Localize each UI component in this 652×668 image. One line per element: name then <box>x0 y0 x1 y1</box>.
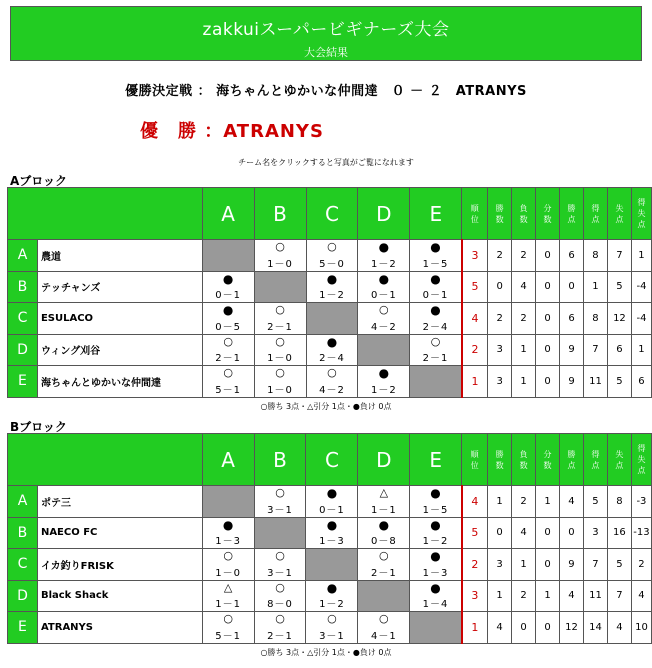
team-name-link[interactable]: ポテ三 <box>37 486 202 518</box>
match-result-cell <box>254 366 306 398</box>
column-header: C <box>306 434 358 486</box>
match-result-cell <box>202 303 254 335</box>
match-score: 8－0 <box>267 599 293 610</box>
column-header: E <box>410 434 462 486</box>
match-result-cell <box>202 366 254 398</box>
stat-header <box>488 188 512 240</box>
stat-header <box>536 188 560 240</box>
row-label: D <box>8 334 38 366</box>
draw-triangle-icon: △ <box>223 580 233 594</box>
rank-value: 2 <box>462 549 488 581</box>
team-name-link[interactable]: 農道 <box>37 240 202 272</box>
match-score: 2－1 <box>267 321 293 333</box>
stat-value: -4 <box>631 271 651 303</box>
match-score: 1－5 <box>422 504 449 516</box>
draw-triangle-icon: △ <box>379 486 389 499</box>
rank-value: 4 <box>462 486 488 518</box>
match-score: 2－1 <box>370 567 397 579</box>
stat-header-label: 勝点 <box>567 449 576 470</box>
match-result-cell <box>254 240 306 272</box>
loss-dot-icon: ● <box>378 240 390 254</box>
match-result-cell <box>358 612 410 644</box>
match-result-cell <box>202 517 254 549</box>
block-a-table <box>7 187 652 398</box>
match-result-cell <box>358 271 410 303</box>
stat-header-label: 失点 <box>615 203 624 224</box>
table-row <box>8 366 652 398</box>
match-result-cell <box>254 612 306 644</box>
stat-header <box>488 434 512 486</box>
stat-value: 6 <box>631 366 651 398</box>
column-header: A <box>202 188 254 240</box>
stat-value: 1 <box>512 366 536 398</box>
win-circle-icon: ○ <box>275 580 285 594</box>
loss-dot-icon: ● <box>326 334 338 349</box>
loss-dot-icon: ● <box>378 366 390 380</box>
column-header: D <box>358 188 410 240</box>
stat-value: 5 <box>607 549 631 581</box>
loss-dot-icon: ● <box>326 486 338 500</box>
match-result-cell <box>410 486 462 518</box>
win-circle-icon: ○ <box>327 240 337 253</box>
self-match-cell <box>202 240 254 272</box>
stat-header-label: 分数 <box>543 203 552 224</box>
team-name-link[interactable]: ESULACO <box>37 303 202 335</box>
match-result-cell <box>202 549 254 581</box>
stat-header <box>583 434 607 486</box>
stat-value: 1 <box>536 486 560 518</box>
stat-header <box>631 188 651 240</box>
self-match-cell <box>358 334 410 366</box>
loss-dot-icon: ● <box>378 271 390 286</box>
match-result-cell <box>202 271 254 303</box>
match-score: 3－1 <box>267 567 293 579</box>
team-name-link[interactable]: ATRANYS <box>37 612 202 644</box>
column-header: E <box>410 188 462 240</box>
rank-value: 1 <box>462 366 488 398</box>
stat-value: 1 <box>631 240 651 272</box>
stat-header <box>560 188 584 240</box>
self-match-cell <box>254 271 306 303</box>
match-result-cell <box>410 303 462 335</box>
match-score: 1－0 <box>215 567 241 579</box>
match-score: 1－2 <box>422 536 449 547</box>
stat-header <box>607 434 631 486</box>
win-circle-icon: ○ <box>223 366 233 379</box>
stat-value: 4 <box>631 580 651 612</box>
stat-value: 11 <box>583 580 607 612</box>
match-result-cell <box>254 580 306 612</box>
final-match-result: 優勝決定戦 ： 海ちゃんとゆかいな仲間達 ０ － ２ ATRANYS <box>125 84 527 99</box>
stat-value: 16 <box>607 517 631 549</box>
match-result-cell <box>358 517 410 549</box>
match-result-cell <box>410 240 462 272</box>
match-result-cell <box>410 517 462 549</box>
stat-value: 1 <box>512 549 536 581</box>
match-score: 1－1 <box>370 504 397 516</box>
stat-value: 0 <box>488 271 512 303</box>
column-header: A <box>202 434 254 486</box>
stat-value: -13 <box>631 517 651 549</box>
stat-value: 0 <box>536 334 560 366</box>
stat-value: 7 <box>583 334 607 366</box>
match-result-cell <box>306 366 358 398</box>
block-b-table <box>7 433 652 644</box>
stat-value: 2 <box>512 303 536 335</box>
stat-value: 9 <box>560 366 584 398</box>
team-name-link[interactable]: 海ちゃんとゆかいな仲間達 <box>37 366 202 398</box>
match-score: 1－2 <box>319 599 345 610</box>
stat-value: 4 <box>512 271 536 303</box>
win-circle-icon: ○ <box>275 334 285 348</box>
stat-value: 11 <box>583 366 607 398</box>
stat-value: 5 <box>607 366 631 398</box>
stat-header-label: 勝数 <box>495 203 504 224</box>
stat-header <box>512 188 536 240</box>
stat-header-label: 得点 <box>591 203 600 224</box>
match-score: 2－4 <box>319 353 345 364</box>
stat-header-label: 勝点 <box>567 203 576 224</box>
match-result-cell <box>306 334 358 366</box>
corner-cell <box>8 188 203 240</box>
loss-dot-icon: ● <box>430 486 441 500</box>
match-score: 1－3 <box>319 536 345 547</box>
stat-value: 0 <box>512 612 536 644</box>
match-score: 1－4 <box>422 599 449 610</box>
match-result-cell <box>254 303 306 335</box>
match-score: 1－2 <box>370 384 397 396</box>
win-circle-icon: ○ <box>379 303 389 316</box>
stat-header-label: 順位 <box>470 203 479 224</box>
stat-header-label: 順位 <box>470 449 479 470</box>
match-result-cell <box>358 303 410 335</box>
page-header <box>10 6 642 61</box>
stat-header-label: 失点 <box>615 449 624 470</box>
stat-value: -4 <box>631 303 651 335</box>
stat-value: 1 <box>631 334 651 366</box>
stat-value: 2 <box>631 549 651 581</box>
table-row <box>8 303 652 335</box>
match-result-cell <box>306 580 358 612</box>
self-match-cell <box>358 580 410 612</box>
match-result-cell <box>306 271 358 303</box>
loss-dot-icon: ● <box>430 580 441 595</box>
match-score: 0－8 <box>370 536 397 547</box>
match-score: 4－2 <box>370 321 397 333</box>
stat-value: 0 <box>536 303 560 335</box>
stat-header-label: 負数 <box>519 449 528 470</box>
stat-value: 1 <box>488 580 512 612</box>
stat-header <box>512 434 536 486</box>
match-result-cell <box>358 549 410 581</box>
match-result-cell <box>202 334 254 366</box>
stat-header <box>607 188 631 240</box>
match-score: 0－5 <box>215 321 241 333</box>
stat-value: 5 <box>607 271 631 303</box>
stat-value: 0 <box>536 271 560 303</box>
match-result-cell <box>410 334 462 366</box>
team-name-link[interactable]: ウィング刈谷 <box>37 334 202 366</box>
stat-value: 0 <box>536 517 560 549</box>
match-result-cell <box>306 486 358 518</box>
stat-value: 0 <box>536 612 560 644</box>
team-name-link[interactable]: テッチャンズ <box>37 271 202 303</box>
stat-header-label: 得点 <box>591 449 600 470</box>
win-circle-icon: ○ <box>275 486 285 499</box>
match-result-cell <box>306 240 358 272</box>
win-circle-icon: ○ <box>223 334 233 348</box>
corner-cell <box>8 434 203 486</box>
row-label: A <box>8 240 38 272</box>
loss-dot-icon: ● <box>326 517 338 532</box>
stat-header <box>462 434 488 486</box>
stat-value: 10 <box>631 612 651 644</box>
stat-value: 7 <box>607 240 631 272</box>
stat-value: 0 <box>536 549 560 581</box>
row-label: C <box>8 303 38 335</box>
page-title: zakkuiスーパービギナーズ大会 <box>202 20 450 40</box>
stat-value: 14 <box>583 612 607 644</box>
win-circle-icon: ○ <box>379 612 389 625</box>
stat-value: 0 <box>536 366 560 398</box>
match-score: 3－1 <box>319 630 345 642</box>
loss-dot-icon: ● <box>430 517 441 532</box>
stat-value: -3 <box>631 486 651 518</box>
stat-header-label: 負数 <box>519 203 528 224</box>
stat-value: 3 <box>583 517 607 549</box>
rank-value: 4 <box>462 303 488 335</box>
win-circle-icon: ○ <box>327 612 337 625</box>
match-result-cell <box>410 271 462 303</box>
stat-value: 2 <box>512 240 536 272</box>
match-result-cell <box>254 486 306 518</box>
stat-value: 12 <box>560 612 584 644</box>
rank-value: 5 <box>462 517 488 549</box>
rank-value: 2 <box>462 334 488 366</box>
stat-value: 1 <box>512 334 536 366</box>
stat-value: 0 <box>560 517 584 549</box>
table-row <box>8 549 652 581</box>
self-match-cell <box>410 366 462 398</box>
stat-value: 2 <box>488 303 512 335</box>
stat-value: 2 <box>512 580 536 612</box>
stat-value: 4 <box>560 486 584 518</box>
win-circle-icon: ○ <box>275 240 285 253</box>
table-row <box>8 240 652 272</box>
match-score: 2－4 <box>422 321 449 333</box>
match-result-cell <box>306 612 358 644</box>
table-row <box>8 271 652 303</box>
match-score: 3－1 <box>267 504 293 516</box>
stat-value: 12 <box>607 303 631 335</box>
rank-value: 5 <box>462 271 488 303</box>
match-score: 2－1 <box>267 630 293 642</box>
match-result-cell <box>254 334 306 366</box>
team-name-link[interactable]: NAECO FC <box>37 517 202 549</box>
match-score: 0－1 <box>215 290 241 301</box>
stat-value: 4 <box>488 612 512 644</box>
column-header: B <box>254 434 306 486</box>
win-circle-icon: ○ <box>275 303 285 316</box>
block-a-legend: ○勝ち 3点・△引分 1点・●負け 0点 <box>260 402 392 411</box>
stat-header-label: 得失点 <box>637 444 646 475</box>
page-subtitle: 大会結果 <box>304 46 348 59</box>
stat-value: 4 <box>512 517 536 549</box>
match-score: 1－0 <box>267 384 293 396</box>
loss-dot-icon: ● <box>222 517 234 532</box>
match-score: 4－1 <box>370 630 397 642</box>
stat-value: 4 <box>607 612 631 644</box>
loss-dot-icon: ● <box>430 240 441 254</box>
match-result-cell <box>410 549 462 581</box>
block-b-title: Bブロック <box>10 420 67 434</box>
row-label: E <box>8 366 38 398</box>
table-row <box>8 580 652 612</box>
win-circle-icon: ○ <box>275 366 285 379</box>
loss-dot-icon: ● <box>430 303 441 317</box>
win-circle-icon: ○ <box>327 366 337 379</box>
self-match-cell <box>306 303 358 335</box>
stat-value: 7 <box>583 549 607 581</box>
match-score: 1－5 <box>422 258 449 270</box>
stat-value: 8 <box>583 240 607 272</box>
loss-dot-icon: ● <box>326 271 338 286</box>
stat-header-label: 分数 <box>543 449 552 470</box>
row-label: D <box>8 580 38 612</box>
stat-value: 6 <box>607 334 631 366</box>
match-result-cell <box>254 549 306 581</box>
match-score: 5－1 <box>215 384 241 396</box>
stat-value: 6 <box>560 303 584 335</box>
stat-value: 4 <box>560 580 584 612</box>
stat-value: 0 <box>536 240 560 272</box>
stat-value: 3 <box>488 549 512 581</box>
stat-value: 0 <box>560 271 584 303</box>
row-label: B <box>8 271 38 303</box>
match-result-cell <box>410 580 462 612</box>
match-score: 1－0 <box>267 258 293 270</box>
self-match-cell <box>202 486 254 518</box>
table-row <box>8 612 652 644</box>
column-header: C <box>306 188 358 240</box>
loss-dot-icon: ● <box>222 271 234 286</box>
loss-dot-icon: ● <box>430 549 441 563</box>
team-name-link[interactable]: イカ釣りFRISK <box>37 549 202 581</box>
team-name-link[interactable]: Black Shack <box>37 580 202 612</box>
match-score: 1－3 <box>422 567 449 579</box>
loss-dot-icon: ● <box>222 303 234 317</box>
self-match-cell <box>254 517 306 549</box>
match-result-cell <box>358 486 410 518</box>
self-match-cell <box>410 612 462 644</box>
loss-dot-icon: ● <box>326 580 338 595</box>
loss-dot-icon: ● <box>430 271 441 286</box>
win-circle-icon: ○ <box>275 549 285 562</box>
match-score: 0－1 <box>370 290 397 301</box>
win-circle-icon: ○ <box>430 334 441 348</box>
match-score: 2－1 <box>422 353 449 364</box>
stat-header <box>536 434 560 486</box>
stat-value: 3 <box>488 334 512 366</box>
loss-dot-icon: ● <box>378 517 390 532</box>
stat-value: 2 <box>512 486 536 518</box>
win-circle-icon: ○ <box>275 612 285 625</box>
self-match-cell <box>306 549 358 581</box>
stat-value: 0 <box>488 517 512 549</box>
stat-value: 2 <box>488 240 512 272</box>
stat-header <box>631 434 651 486</box>
stat-value: 7 <box>607 580 631 612</box>
block-a-title: Aブロック <box>10 174 68 188</box>
match-result-cell <box>306 517 358 549</box>
match-score: 1－2 <box>319 290 345 301</box>
match-score: 0－1 <box>422 290 449 301</box>
match-score: 2－1 <box>215 353 241 364</box>
rank-value: 3 <box>462 240 488 272</box>
stat-header-label: 得失点 <box>637 198 646 229</box>
stat-value: 1 <box>536 580 560 612</box>
stat-header <box>560 434 584 486</box>
match-result-cell <box>202 612 254 644</box>
stat-value: 1 <box>583 271 607 303</box>
win-circle-icon: ○ <box>223 549 233 562</box>
match-result-cell <box>358 366 410 398</box>
match-score: 5－1 <box>215 630 241 642</box>
stat-value: 3 <box>488 366 512 398</box>
header-row <box>8 434 652 486</box>
table-row <box>8 334 652 366</box>
column-header: B <box>254 188 306 240</box>
match-score: 1－1 <box>215 599 241 610</box>
stat-value: 5 <box>583 486 607 518</box>
photo-note: チーム名をクリックすると写真がご覧になれます <box>238 158 414 167</box>
row-label: C <box>8 549 38 581</box>
stat-value: 8 <box>583 303 607 335</box>
stat-header-label: 勝数 <box>495 449 504 470</box>
rank-value: 3 <box>462 580 488 612</box>
win-circle-icon: ○ <box>379 549 389 562</box>
stat-value: 6 <box>560 240 584 272</box>
match-score: 0－1 <box>319 504 345 516</box>
match-score: 5－0 <box>319 258 345 270</box>
row-label: B <box>8 517 38 549</box>
stat-value: 1 <box>488 486 512 518</box>
match-score: 1－2 <box>370 258 397 270</box>
match-score: 4－2 <box>319 384 345 396</box>
stat-value: 9 <box>560 549 584 581</box>
champion-label: 優 勝 ：ATRANYS <box>140 121 324 142</box>
match-result-cell <box>202 580 254 612</box>
stat-header <box>462 188 488 240</box>
row-label: E <box>8 612 38 644</box>
row-label: A <box>8 486 38 518</box>
header-row <box>8 188 652 240</box>
rank-value: 1 <box>462 612 488 644</box>
table-row <box>8 486 652 518</box>
table-row <box>8 517 652 549</box>
stat-value: 8 <box>607 486 631 518</box>
match-result-cell <box>358 240 410 272</box>
match-score: 1－3 <box>215 536 241 547</box>
win-circle-icon: ○ <box>223 612 233 625</box>
block-b-legend: ○勝ち 3点・△引分 1点・●負け 0点 <box>260 648 392 657</box>
stat-header <box>583 188 607 240</box>
column-header: D <box>358 434 410 486</box>
stat-value: 9 <box>560 334 584 366</box>
match-score: 1－0 <box>267 353 293 364</box>
